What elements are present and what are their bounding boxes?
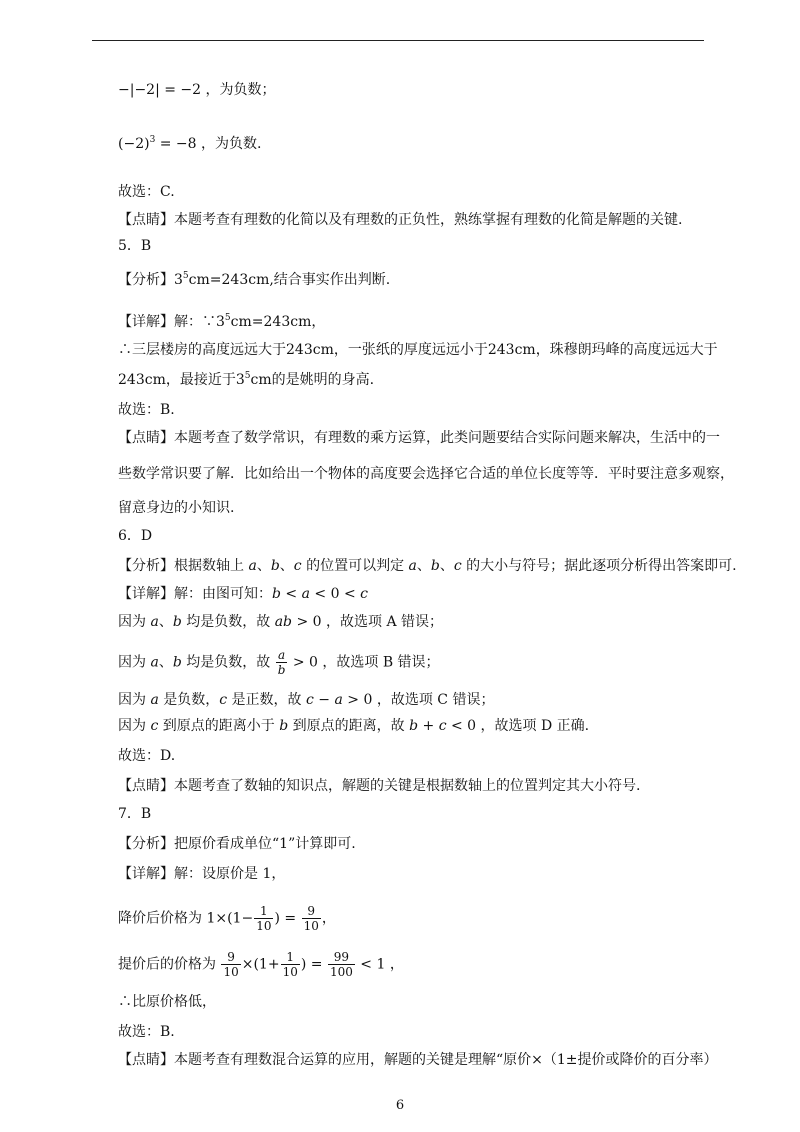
- text-line: 【点睛】本题考查了数轴的知识点，解题的关键是根据数轴上的位置判定其大小符号.: [118, 778, 641, 794]
- text-line: 【详解】解：由图可知：b < a < 0 < c: [118, 586, 368, 602]
- text-line: 降价后价格为 1×(1− $\frac{1}{10}$ ) = $\frac{9}{10}$ ，: [118, 904, 336, 933]
- text-line: 【分析】把原价看成单位“1”计算即可.: [118, 836, 356, 852]
- text-line: 因为 a、b 均是负数，故 $\frac{a}{b}$ > 0 ，故选项 B 错误；: [118, 648, 440, 677]
- text-line: 【分析】根据数轴上 a、b、c 的位置可以判定 a、b、c 的大小与符号；据此逐项分析得出答案即可.: [118, 558, 737, 574]
- text-line: 6．D: [118, 528, 153, 544]
- text-line: 因为 a、b 均是负数，故 ab > 0 ，故选项 A 错误；: [118, 614, 443, 630]
- text-line: 些数学常识要了解．比如给出一个物体的高度要会选择它合适的单位长度等等．平时要注意多观察，: [118, 466, 734, 482]
- text-line: 留意身边的小知识.: [118, 500, 235, 516]
- text-line: 【详解】解：$\because 3^5cm=243cm$，: [118, 313, 326, 330]
- text-line: −|−2| = −2 ，为负数；: [118, 82, 276, 98]
- text-line: 提价后的价格为 $\frac{9}{10}$ ×(1+ $\frac{1}{10}$ ) = $\frac{99}{100}$ < 1 ，: [118, 950, 404, 979]
- text-line: 故选：C.: [118, 184, 175, 200]
- text-line: $(-2)^3 = -8$ ，为负数.: [118, 135, 262, 152]
- text-line: 因为 a 是负数，c 是正数，故 c − a > 0 ，故选项 C 错误；: [118, 692, 495, 708]
- text-line: 故选：D.: [118, 748, 176, 764]
- text-line: 【点睛】本题考查有理数的化简以及有理数的正负性，熟练掌握有理数的化简是解题的关键.: [118, 212, 683, 228]
- page-number: 6: [395, 1098, 405, 1113]
- text-line: 【点睛】本题考查有理数混合运算的应用，解题的关键是理解“原价×（1±提价或降价的百分率）: [118, 1052, 718, 1068]
- text-line: 243cm，最接近于$3^5cm$的是姚明的身高.: [118, 371, 375, 388]
- text-line: 故选：B.: [118, 1024, 175, 1040]
- text-line: 5．B: [118, 238, 152, 254]
- text-line: 故选：B.: [118, 402, 175, 418]
- text-line: 【详解】解：设原价是 1，: [118, 866, 286, 882]
- text-line: ∴三层楼房的高度远远大于243cm，一张纸的厚度远远小于243cm，珠穆朗玛峰的高度远远大于: [118, 342, 718, 358]
- text-line: 【点睛】本题考查了数学常识，有理数的乘方运算，此类问题要结合实际问题来解决，生活中的一: [118, 430, 720, 446]
- text-line: 【分析】$3^5cm=243cm$,结合事实作出判断.: [118, 271, 391, 288]
- text-line: ∴比原价格低，: [118, 994, 216, 1010]
- header-rule: [92, 40, 704, 41]
- text-line: 因为 c 到原点的距离小于 b 到原点的距离，故 b + c < 0 ，故选项 D 正确.: [118, 718, 590, 734]
- text-line: 7．B: [118, 806, 152, 822]
